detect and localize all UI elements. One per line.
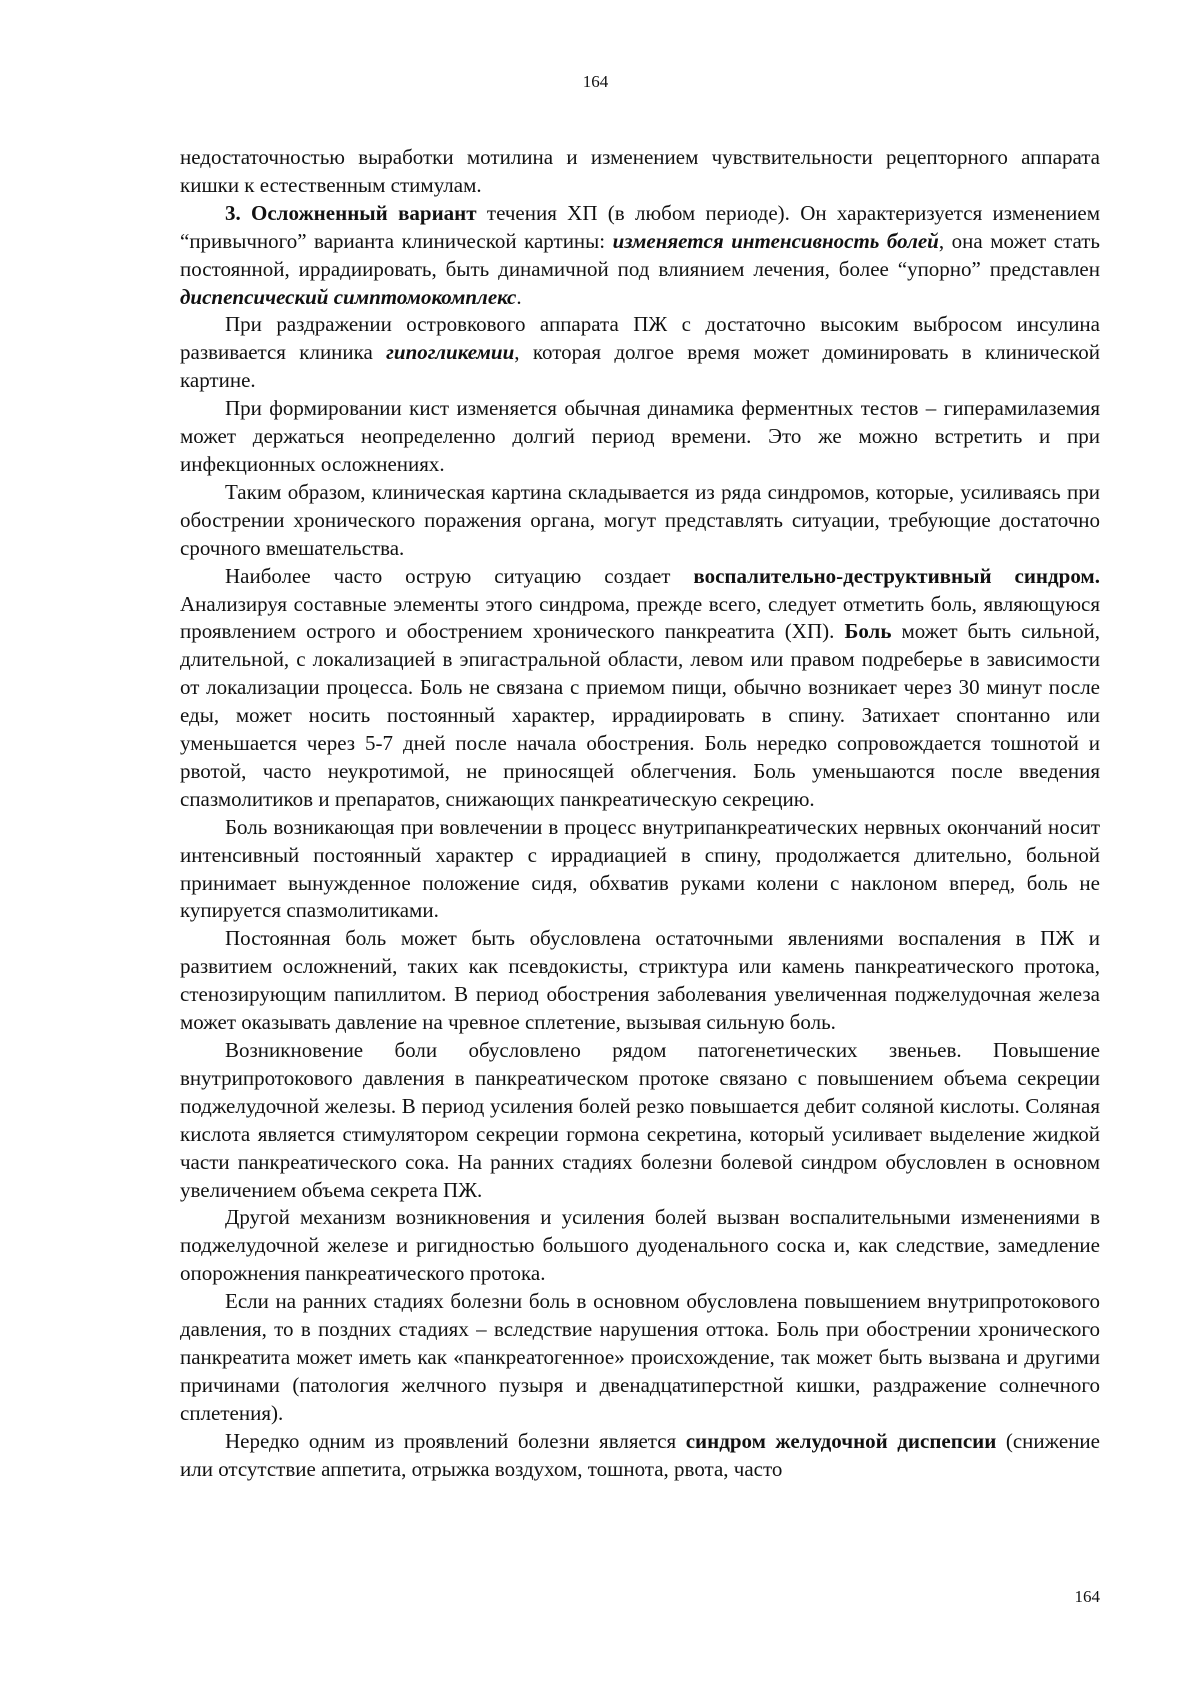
paragraph [180,814,1100,926]
text-run: Другой механизм возникновения и усиления болей вызван воспалительными изменениями в поджелудочной железе и ригидностью большого дуоденального соска и, как следствие, замедление опорожнения панкреатического протока. [180,1205,1100,1286]
paragraph [180,144,1100,200]
text-run: недостаточностью выработки мотилина и изменением чувствительности рецепторного аппарата кишки к естественным стимулам. [180,145,1100,197]
text-run: течения ХП (в любом периоде). Он характеризуется изменением “привычного” варианта клинической картины: [180,200,1100,253]
paragraph [180,1204,1100,1288]
bold-italic-term: гипогликемии [386,340,515,365]
text-run: Таким образом, клиническая картина складывается из ряда синдромов, которые, усиливаясь при обострении хронического поражения органа, могут представлять ситуации, требующие достаточно срочного вмешательства. [180,479,1100,560]
bold-term: синдром желудочной диспепсии [685,1428,997,1453]
text-run: Анализируя составные элементы этого синдрома, прежде всего, следует отметить боль, являющуюся проявлением острого и обострением хронического панкреатита (ХП). [180,591,1100,644]
paragraph [180,1037,1100,1204]
text-run: . [516,284,522,309]
paragraph [180,925,1100,1037]
paragraph [180,1288,1100,1428]
text-run: Если на ранних стадиях болезни боль в основном обусловлена повышением внутрипротокового давления, то в поздних стадиях – вследствие нарушения оттока. Боль при обострении хронического панкреатита может иметь как «панкреатогенное» происхождение, так может быть вызвана и другими причинами (патология желчного пузыря и двенадцатиперстной кишки, раздражение солнечного сплетения). [180,1289,1100,1425]
page-number-bottom: 164 [1074,1587,1100,1606]
paragraph [180,479,1100,563]
bold-term: 3. Осложненный вариант [225,200,477,225]
text-run: Нередко одним из проявлений болезни является [225,1428,686,1453]
text-run: Постоянная боль может быть обусловлена остаточными явлениями воспаления в ПЖ и развитием осложнений, таких как псевдокисты, стриктура или камень панкреатического протока, стенозирующим папиллитом. В период обострения заболевания увеличенная поджелудочная железа может оказывать давление на чревное сплетение, вызывая сильную боль. [180,926,1100,1035]
bold-term: Боль [844,619,892,644]
paragraph [180,200,1100,312]
paragraph [180,395,1100,479]
page-number-top: 164 [582,72,609,91]
paragraph [180,1428,1100,1484]
bold-italic-term: диспепсический симптомокомплекс [180,284,517,309]
text-run: , она может стать постоянной, иррадиировать, быть динамичной под влиянием лечения, более “упорно” представлен [180,228,1100,281]
text-run: , которая долгое время может доминировать в клинической картине. [180,340,1100,393]
text-run: Возникновение боли обусловлено рядом патогенетических звеньев. Повышение внутрипротокового давления в панкреатическом протоке связано с повышением объема секреции поджелудочной железы. В период усиления болей резко повышается дебит соляной кислоты. Соляная кислота является стимулятором секреции гормона секретина, который усиливает выделение жидкой части панкреатического сока. На ранних стадиях болезни болевой синдром обусловлен в основном увеличением объема секрета ПЖ. [180,1038,1100,1202]
text-run: Боль возникающая при вовлечении в процесс внутрипанкреатических нервных окончаний носит интенсивный постоянный характер с иррадиацией в спину, продолжается длительно, больной принимает вынужденное положение сидя, обхватив руками колени с наклоном вперед, боль не купируется спазмолитиками. [180,814,1100,923]
text-run: При формировании кист изменяется обычная динамика ферментных тестов – гиперамилаземия может держаться неопределенно долгий период времени. Это же можно встретить и при инфекционных осложнениях. [180,396,1100,476]
text-run: Наиболее часто острую ситуацию создает [225,563,694,588]
bold-term: воспалительно-деструктивный синдром. [693,563,1100,588]
paragraph [180,311,1100,395]
text-run: (снижение или отсутствие аппетита, отрыжка воздухом, тошнота, рвота, часто [180,1428,1100,1481]
text-run: может быть сильной, длительной, с локализацией в эпигастральной области, левом или правом подреберье в зависимости от локализации процесса. Боль не связана с приемом пищи, обычно возникает через 30 минут после еды, может носить постоянный характер, иррадиировать в спину. Затихает спонтанно или уменьшается через 5-7 дней после начала обострения. Боль нередко сопровождается тошнотой и рвотой, часто неукротимой, не приносящей облегчения. Боль уменьшаются после введения спазмолитиков и препаратов, снижающих панкреатическую секрецию. [180,619,1100,811]
body-text [180,144,1100,1484]
bold-italic-term: изменяется интенсивность болей [612,228,939,253]
text-run: При раздражении островкового аппарата ПЖ с достаточно высоким выбросом инсулина развивается клиника [180,312,1100,365]
paragraph [180,563,1100,814]
